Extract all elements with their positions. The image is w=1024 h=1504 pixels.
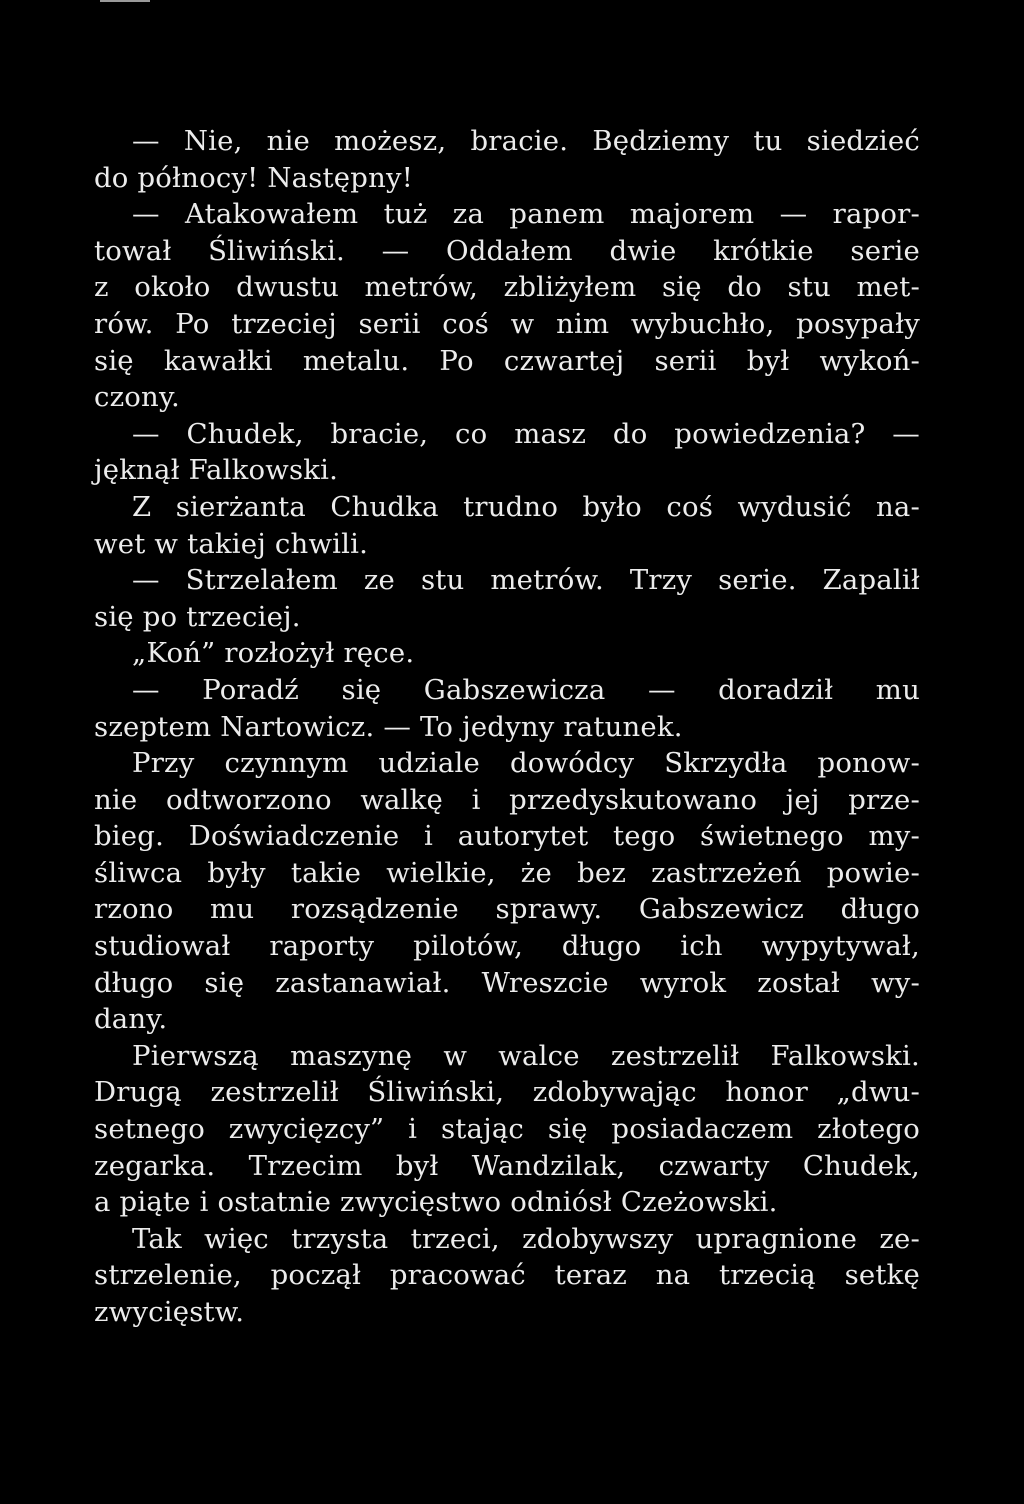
text-line: długo się zastanawiał. Wreszcie wyrok został wy- xyxy=(94,966,920,999)
text-line: tował Śliwiński. — Oddałem dwie krótkie serie xyxy=(94,234,920,267)
text-line: zwycięstw. xyxy=(94,1296,245,1328)
text-line: — Atakowałem tuż za panem majorem — rapor- xyxy=(132,198,920,231)
text-line: studiował raporty pilotów, długo ich wypytywał, xyxy=(94,930,920,963)
text-line: zegarka. Trzecim był Wandzilak, czwarty Chudek, xyxy=(94,1149,920,1182)
text-line: nie odtworzono walkę i przedyskutowano jej prze- xyxy=(94,783,920,816)
text-line: Tak więc trzysta trzeci, zdobywszy upragnione ze- xyxy=(132,1222,920,1255)
text-line: setnego zwycięzcy” i stając się posiadaczem złotego xyxy=(94,1113,920,1146)
text-line: śliwca były takie wielkie, że bez zastrzeżeń powie- xyxy=(94,856,920,889)
text-line: rów. Po trzeciej serii coś w nim wybuchło, posypały xyxy=(94,307,920,340)
text-line: — Strzelałem ze stu metrów. Trzy serie. Zapalił xyxy=(132,564,920,597)
text-line: Z sierżanta Chudka trudno było coś wydusić na- xyxy=(132,490,920,523)
text-line: do północy! Następny! xyxy=(94,161,413,194)
text-line: bieg. Doświadczenie i autorytet tego świetnego my- xyxy=(94,820,920,853)
text-line: jęknął Falkowski. xyxy=(94,454,339,487)
text-line: dany. xyxy=(94,1003,168,1036)
text-line: rzono mu rozsądzenie sprawy. Gabszewicz długo xyxy=(94,893,920,926)
text-line: z około dwustu metrów, zbliżyłem się do stu met- xyxy=(94,271,920,304)
top-rule xyxy=(100,0,150,2)
text-line: czony. xyxy=(94,381,180,414)
text-line: szeptem Nartowicz. — To jedyny ratunek. xyxy=(94,710,683,743)
text-line: Drugą zestrzelił Śliwiński, zdobywając honor „dwu- xyxy=(94,1076,920,1109)
text-line: się kawałki metalu. Po czwartej serii był wykoń- xyxy=(94,344,920,377)
text-line: — Nie, nie możesz, bracie. Będziemy tu siedzieć xyxy=(132,125,920,157)
text-line: wet w takiej chwili. xyxy=(94,527,369,560)
text-line: a piąte i ostatnie zwycięstwo odniósł Czeżowski. xyxy=(94,1186,778,1219)
body-text xyxy=(94,123,920,1331)
text-line: strzelenie, począł pracować teraz na trzecią setkę xyxy=(94,1259,920,1292)
text-line: Przy czynnym udziale dowódcy Skrzydła ponow- xyxy=(132,747,920,780)
text-line: „Koń” rozłożył ręce. xyxy=(132,637,415,670)
text-line: — Chudek, bracie, co masz do powiedzenia? — xyxy=(132,417,920,450)
text-line: się po trzeciej. xyxy=(94,600,301,633)
text-line: Pierwszą maszynę w walce zestrzelił Falkowski. xyxy=(132,1039,920,1072)
text-line: — Poradź się Gabszewicza — doradził mu xyxy=(132,673,920,706)
